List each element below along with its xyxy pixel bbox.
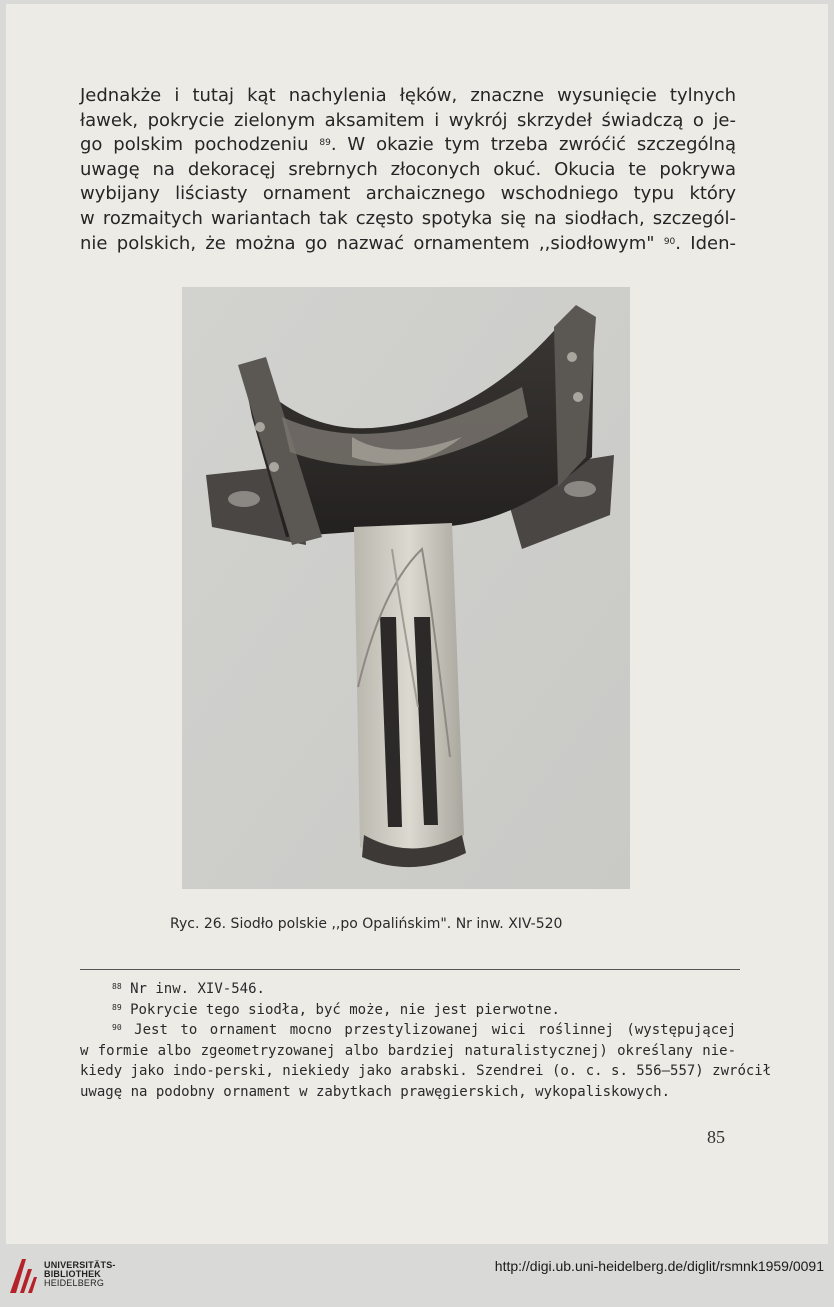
library-logo-icon [8, 1255, 38, 1295]
footnote-88 [80, 979, 736, 1000]
footnote-ref-90[interactable]: 90 [663, 236, 676, 247]
body-line: w rozmaitych wariantach tak często spotyka się na siodłach, szczegól- [80, 207, 736, 229]
body-line: uwagę na dekoracęj srebrnych złoconych okuć. Okucia te pokrywa [80, 158, 736, 180]
body-line [80, 133, 736, 158]
body-line: wybijany liściasty ornament archaicznego wschodniego typu który [80, 183, 736, 205]
document-page [6, 4, 828, 1244]
footnote-ref-89[interactable]: 89 [319, 138, 331, 149]
footnote-number: 89 [112, 1002, 122, 1012]
page-number: 85 [707, 1127, 725, 1147]
saddle-illustration [182, 287, 630, 889]
footnote-number: 88 [112, 982, 122, 991]
saddle-photograph [182, 287, 630, 889]
body-line-text: . W okazie tym trzeba zwróćić szczególną [330, 134, 736, 156]
footnote-text: Nr inw. XIV-546. [130, 981, 265, 997]
body-line-text: nie polskich, że można go nazwać ornamentem ,,siodłowym" [80, 232, 655, 254]
footnotes [80, 979, 772, 1102]
body-line: ławek, pokrycie zielonym aksamitem i wykrój skrzydeł świadczą o je- [80, 109, 736, 131]
permalink-url[interactable]: http://digi.ub.uni-heidelberg.de/diglit/rsmnk1959/0091 [494, 1258, 824, 1274]
footnote-text: Jest to ornament mocno przestylizowanej wici roślinnej (występującej [134, 1022, 736, 1038]
footnote-divider [80, 969, 740, 970]
logo-line: BIBLIOTHEK [44, 1269, 101, 1279]
logo-line: UNIVERSITÄTS- [44, 1260, 116, 1270]
footnote-continuation: kiedy jako indo-perski, niekiedy jako arabski. Szendrei (o. c. s. 556—557) zwrócił [80, 1063, 772, 1079]
body-line: Jednakże i tutaj kąt nachylenia łęków, znaczne wysunięcie tylnych [80, 85, 736, 106]
body-line [80, 232, 736, 257]
library-logo-text [44, 1261, 116, 1288]
footnote-text: Pokrycie tego siodła, być może, nie jest pierwotne. [130, 1001, 560, 1018]
logo-line: HEIDELBERG [44, 1278, 105, 1288]
footnote-continuation: w formie albo zgeometryzowanej albo bardziej naturalistycznej) określany nie- [80, 1042, 736, 1059]
footnote-continuation: uwagę na podobny ornament w zabytkach prawęgierskich, wykopaliskowych. [80, 1083, 671, 1100]
body-line-text: . Iden- [675, 232, 736, 254]
footnote-90 [80, 1020, 736, 1041]
viewer-footer [0, 1244, 834, 1307]
figure-caption: Ryc. 26. Siodło polskie ,,po Opalińskim". Nr inw. XIV-520 [170, 916, 563, 932]
footnote-number: 90 [112, 1023, 122, 1032]
body-line-text: go polskim pochodzeniu [80, 134, 309, 156]
body-paragraph [80, 84, 736, 256]
footnote-89 [80, 1000, 736, 1021]
